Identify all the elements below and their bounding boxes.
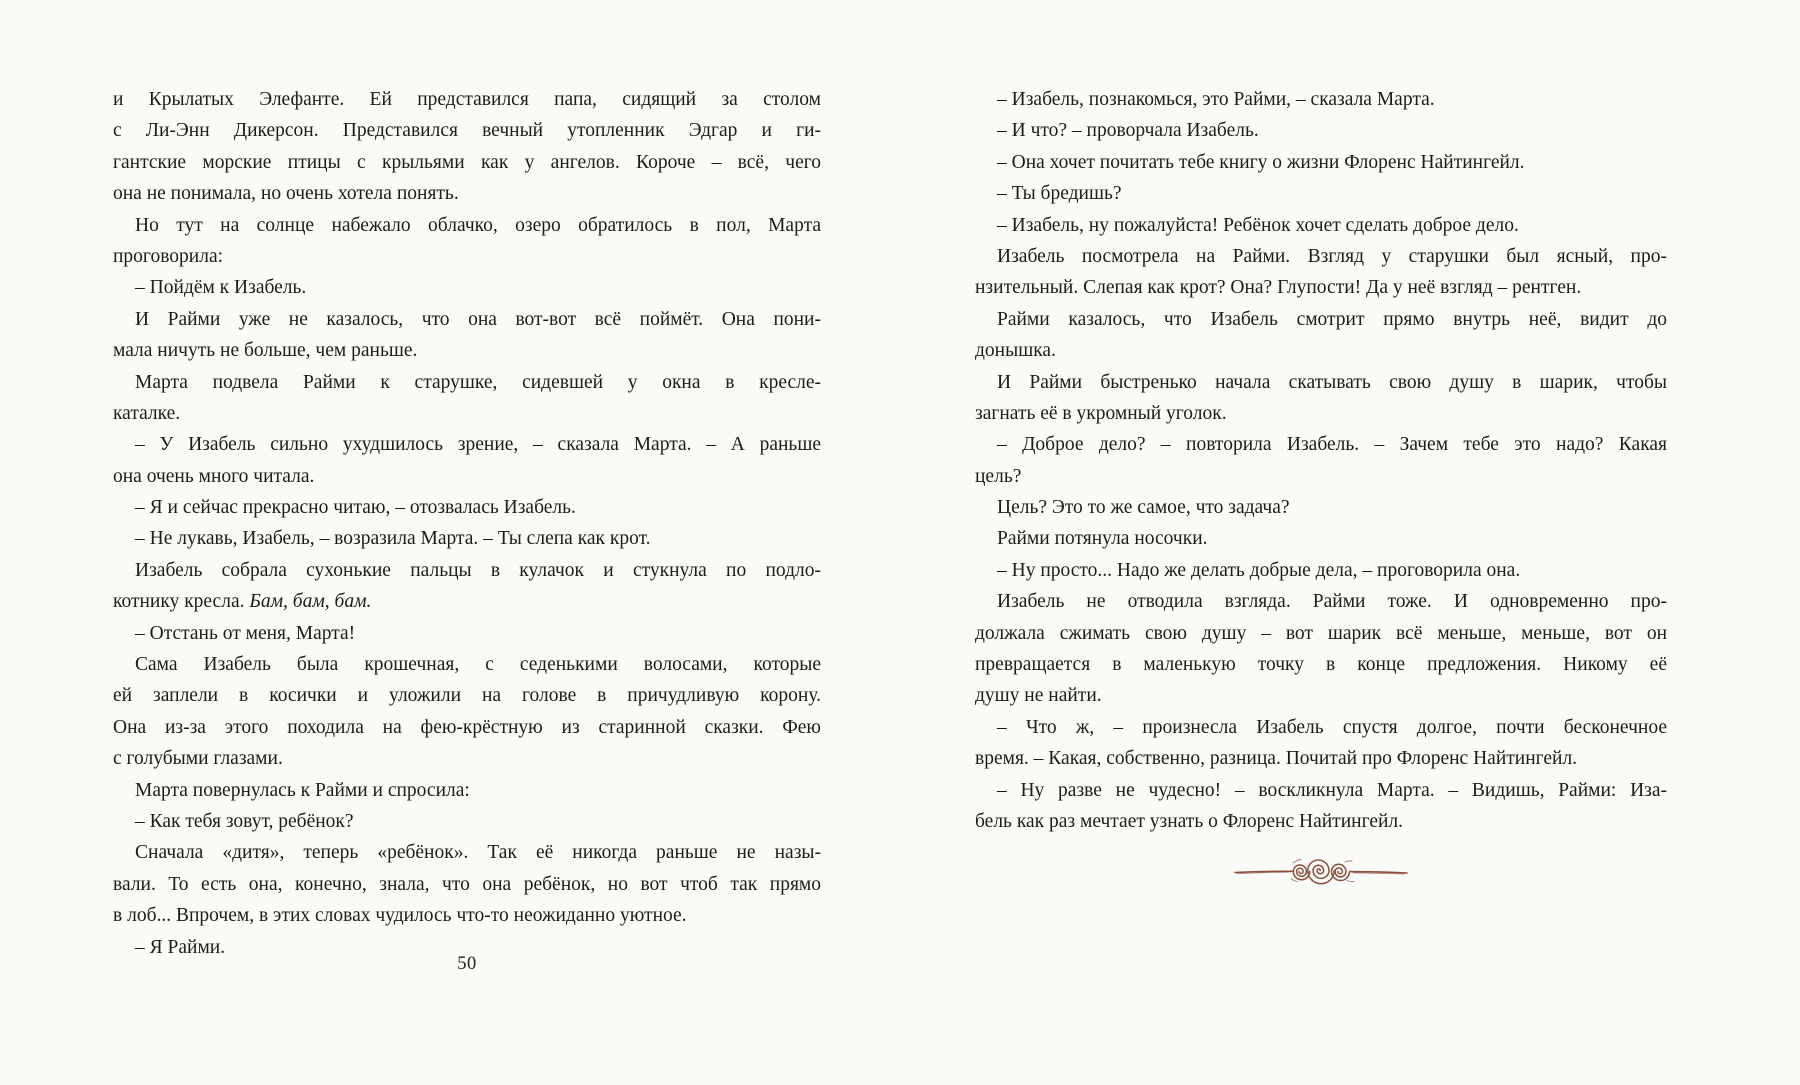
section-divider (975, 851, 1667, 891)
text-line: Она из-за этого походила на фею-крёстную из старинной сказки. Фею (113, 716, 821, 738)
page-number: 50 (457, 954, 477, 974)
text-line: проговорила: (113, 245, 224, 267)
text-line: – Отстань от меня, Марта! (135, 622, 356, 644)
text-line: – Ну разве не чудесно! – воскликнула Марта. – Видишь, Райми: Иза- (997, 779, 1667, 801)
text-line: каталке. (113, 402, 181, 424)
page-right-text (975, 84, 1667, 837)
page-right (900, 0, 1800, 1085)
text-line: гантские морские птицы с крыльями как у ангелов. Короче – всё, чего (113, 151, 821, 173)
text-line: должала сжимать свою душу – вот шарик всё меньше, меньше, вот он (975, 622, 1667, 644)
text-line: с Ли-Энн Дикерсон. Представился вечный утопленник Эдгар и ги- (113, 120, 821, 142)
text-line: Марта повернулась к Райми и спросила: (135, 779, 470, 801)
text-line: донышка. (975, 340, 1056, 362)
text-line: – Не лукавь, Изабель, – возразила Марта. – Ты слепа как крот. (135, 528, 651, 550)
text-line: – Доброе дело? – повторила Изабель. – Зачем тебе это надо? Какая (997, 434, 1667, 456)
text-line: Марта подвела Райми к старушке, сидевшей у окна в кресле- (135, 371, 821, 393)
text-line: – Я Райми. (135, 936, 226, 958)
text-line: Изабель не отводила взгляда. Райми тоже. И одновременно про- (997, 591, 1667, 613)
text-line: И Райми быстренько начала скатывать свою душу в шарик, чтобы (997, 371, 1667, 393)
text-line: котнику кресла. Бам, бам, бам. (113, 591, 372, 613)
text-line: – И что? – проворчала Изабель. (997, 120, 1259, 142)
text-line: – Изабель, ну пожалуйста! Ребёнок хочет сделать доброе дело. (997, 214, 1519, 236)
text-line: в лоб... Впрочем, в этих словах чудилось что-то неожиданно уютное. (113, 905, 687, 927)
text-line: она очень много читала. (113, 465, 315, 487)
text-line: время. – Какая, собственно, разница. Почитай про Флоренс Найтингейл. (975, 748, 1578, 770)
text-line: с голубыми глазами. (113, 748, 283, 770)
text-line: Цель? Это то же самое, что задача? (997, 497, 1290, 519)
text-line: – Ты бредишь? (997, 183, 1122, 205)
text-line: цель? (975, 465, 1022, 487)
text-line: загнать её в укромный уголок. (975, 402, 1227, 424)
text-line: превращается в маленькую точку в конце предложения. Никому её (975, 654, 1667, 676)
text-line: Изабель собрала сухонькие пальцы в кулачок и стукнула по подло- (135, 559, 821, 581)
text-line: она не понимала, но очень хотела понять. (113, 183, 459, 205)
spiral-flourish-icon (1233, 851, 1409, 891)
text-line: бель как раз мечтает узнать о Флоренс Найтингейл. (975, 810, 1404, 832)
text-line: – Я и сейчас прекрасно читаю, – отозвалась Изабель. (135, 497, 576, 519)
text-line: – Пойдём к Изабель. (135, 277, 307, 299)
text-line: и Крылатых Элефанте. Ей представился папа, сидящий за столом (113, 89, 821, 110)
text-line: – Как тебя зовут, ребёнок? (135, 810, 354, 832)
text-line: душу не найти. (975, 685, 1102, 707)
text-line: мала ничуть не больше, чем раньше. (113, 340, 418, 362)
text-line: ей заплели в косички и уложили на голове в причудливую корону. (113, 685, 821, 707)
text-line: Райми потянула носочки. (997, 528, 1208, 550)
text-line: – Что ж, – произнесла Изабель спустя долгое, почти бесконечное (997, 716, 1667, 738)
text-line: – Она хочет почитать тебе книгу о жизни Флоренс Найтингейл. (997, 151, 1525, 173)
text-line: Сама Изабель была крошечная, с седенькими волосами, которые (135, 654, 821, 676)
text-line: Сначала «дитя», теперь «ребёнок». Так её никогда раньше не назы- (135, 842, 821, 864)
text-line: вали. То есть она, конечно, знала, что она ребёнок, но вот чтоб так прямо (113, 873, 821, 895)
text-line: Изабель посмотрела на Райми. Взгляд у старушки был ясный, про- (997, 245, 1667, 267)
text-line: И Райми уже не казалось, что она вот-вот всё поймёт. Она пони- (135, 308, 821, 330)
text-line: Райми казалось, что Изабель смотрит прямо внутрь неё, видит до (997, 308, 1667, 330)
text-line: Но тут на солнце набежало облачко, озеро обратилось в пол, Марта (135, 214, 821, 236)
text-line: – У Изабель сильно ухудшилось зрение, – сказала Марта. – А раньше (135, 434, 821, 456)
text-line: – Изабель, познакомься, это Райми, – сказала Марта. (997, 89, 1435, 110)
italic-text: Бам, бам, бам. (249, 591, 372, 613)
page-left-text (113, 84, 821, 963)
text-line: – Ну просто... Надо же делать добрые дела, – проговорила она. (997, 559, 1521, 581)
text-line: нзительный. Слепая как крот? Она? Глупости! Да у неё взгляд – рентген. (975, 277, 1582, 299)
